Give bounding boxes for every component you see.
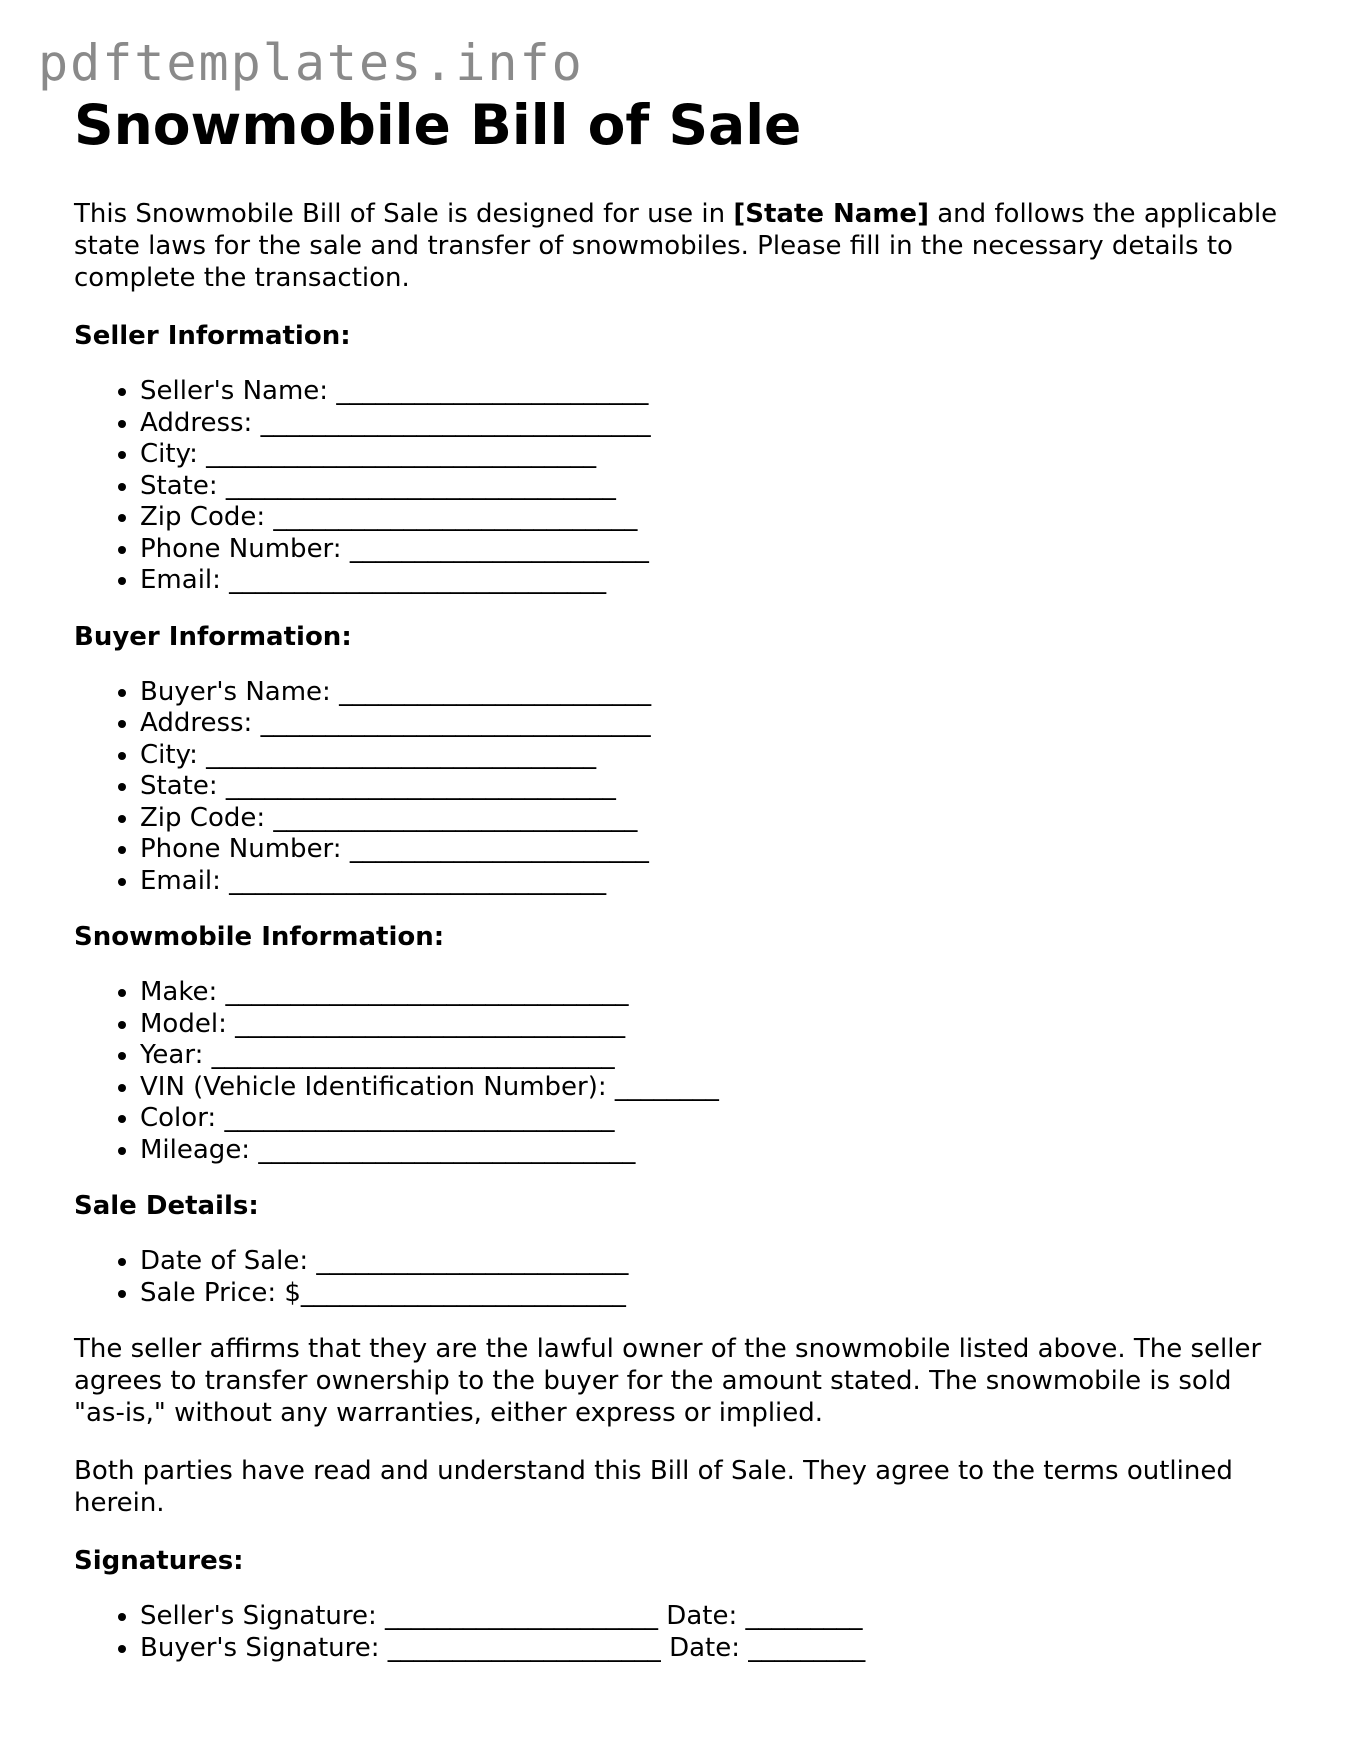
seller-name-field: • Seller's Name: ________________________ [140,376,1289,408]
signature-fields [74,1601,1289,1664]
seller-city-field: • City: ______________________________ [140,439,1289,471]
buyer-signature-field: • Buyer's Signature: _____________________ Date: _________ [140,1633,1289,1665]
seller-state-field: • State: ______________________________ [140,471,1289,503]
buyer-address-field: • Address: ______________________________ [140,708,1289,740]
document-body [74,92,1289,1688]
sale-price-field: • Sale Price: $_________________________ [140,1278,1289,1310]
state-name-placeholder: [State Name] [733,199,929,229]
buyer-fields [74,677,1289,898]
snowmobile-fields [74,977,1289,1166]
sale-details-fields [74,1246,1289,1309]
date-of-sale-field: • Date of Sale: ________________________ [140,1246,1289,1278]
color-field: • Color: ______________________________ [140,1103,1289,1135]
snowmobile-heading: Snowmobile Information: [74,922,445,952]
buyer-zip-field: • Zip Code: ____________________________ [140,803,1289,835]
seller-zip-field: • Zip Code: ____________________________ [140,502,1289,534]
vin-field: • VIN (Vehicle Identification Number): ________ [140,1072,1289,1104]
seller-fields [74,376,1289,597]
intro-paragraph [74,198,1289,294]
buyer-heading: Buyer Information: [74,621,352,652]
agreement-paragraph: Both parties have read and understand this Bill of Sale. They agree to the terms outlined herein. [74,1456,1233,1518]
intro-text-before: This Snowmobile Bill of Sale is designed for use in [74,199,734,229]
affirmation-paragraph: The seller affirms that they are the lawful owner of the snowmobile listed above. The seller agrees to transfer ownership to the buyer for the amount stated. The snowmobile is sold "as-is," without any warranties, either express or implied. [74,1334,1262,1428]
seller-heading: Seller Information: [74,321,351,351]
buyer-city-field: • City: ______________________________ [140,740,1289,772]
intro-text-after: and follows the applicable state laws for the sale and transfer of snowmobiles. Please fill in the necessary details to complete the transaction. [74,199,1278,293]
mileage-field: • Mileage: _____________________________ [140,1135,1289,1167]
seller-phone-field: • Phone Number: _______________________ [140,534,1289,566]
model-field: • Model: ______________________________ [140,1009,1289,1041]
buyer-state-field: • State: ______________________________ [140,771,1289,803]
document-title: Snowmobile Bill of Sale [74,93,802,157]
seller-address-field: • Address: ______________________________ [140,408,1289,440]
make-field: • Make: _______________________________ [140,977,1289,1009]
buyer-name-field: • Buyer's Name: ________________________ [140,677,1289,709]
watermark: pdftemplates.info [38,34,584,92]
buyer-phone-field: • Phone Number: _______________________ [140,834,1289,866]
signatures-heading: Signatures: [74,1546,244,1576]
seller-email-field: • Email: _____________________________ [140,565,1289,597]
buyer-email-field: • Email: _____________________________ [140,866,1289,898]
sale-details-heading: Sale Details: [74,1191,259,1221]
seller-signature-field: • Seller's Signature: _____________________ Date: _________ [140,1601,1289,1633]
year-field: • Year: _______________________________ [140,1040,1289,1072]
